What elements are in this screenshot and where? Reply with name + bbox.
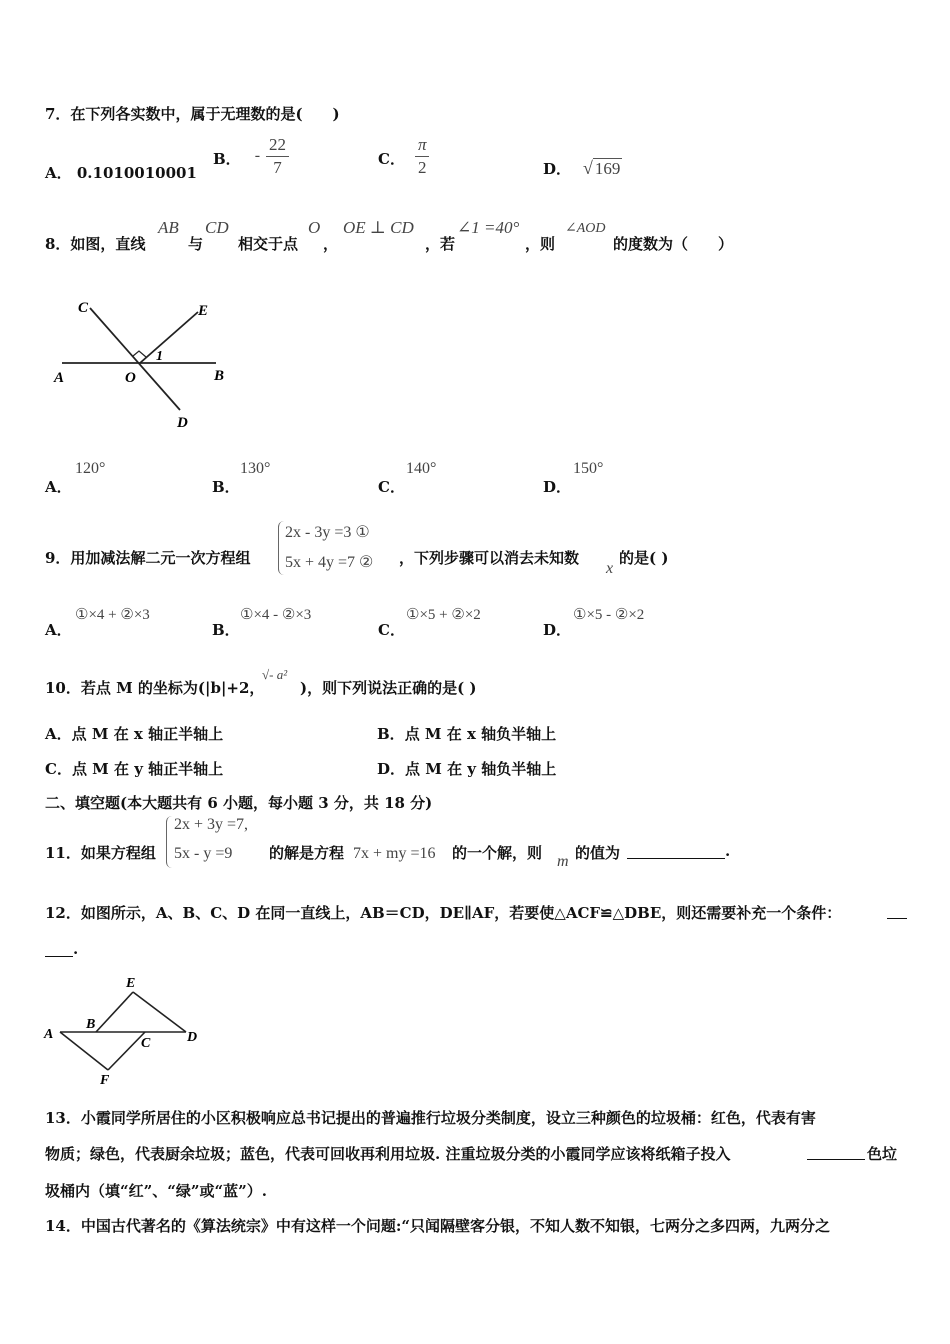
q10-option-a: A．点 M 在 x 轴正半轴上 — [45, 725, 224, 743]
q7-option-a — [45, 162, 197, 183]
label-d: D — [187, 1030, 198, 1045]
q13-line3: 圾桶内（填“红”、“绿”或“蓝”）. — [45, 1182, 267, 1200]
label-angle-1: 1 — [156, 349, 163, 364]
q11-eq1: 2x + 3y =7, — [174, 816, 249, 833]
radicand: 169 — [594, 159, 621, 178]
q11-var: m — [557, 853, 569, 870]
fraction: $\frac{22}{7}$ — [266, 136, 289, 177]
q12-end: . — [73, 940, 79, 958]
label-o: O — [125, 370, 136, 386]
label-c: C — [78, 300, 89, 316]
q10-option-b: B．点 M 在 x 轴负半轴上 — [377, 725, 557, 743]
label-e: E — [126, 976, 136, 991]
q9-eq2: 5x + 4y =7 ② — [285, 554, 374, 571]
label-b: B — [214, 368, 225, 384]
q11-end: . — [725, 842, 731, 860]
q10-radical: √- a² — [262, 667, 288, 682]
option-label: D． — [543, 160, 572, 178]
q10-tail: )，则下列说法正确的是( ) — [300, 679, 477, 697]
q8-options: A． 120° B． 130° C． 140° D． 150° — [45, 460, 604, 496]
q10-option-d: D．点 M 在 y 轴负半轴上 — [377, 760, 557, 778]
label-b: B — [86, 1017, 96, 1032]
label-a: A — [44, 1027, 54, 1042]
q13-line1: 13．小霞同学所居住的小区积极响应总书记提出的普遍推行垃圾分类制度，设立三种颜色的垃圾桶：红色，代表有害 — [45, 1109, 816, 1127]
option-label: A． — [45, 164, 72, 182]
label-f: F — [100, 1073, 110, 1088]
q11-answer-blank[interactable] — [627, 842, 730, 860]
q7-option-d — [543, 158, 622, 179]
q14-line1: 14．中国古代著名的《算法统宗》中有这样一个问题:“只闻隔壁客分银，不知人数不知银，七两分之多四两，九两分之 — [45, 1217, 831, 1235]
q13-line2b: 色垃 — [867, 1145, 898, 1163]
q10-stem: 10．若点 M 的坐标为(|b|+2， — [45, 679, 265, 697]
q13-line2a: 物质；绿色，代表厨余垃圾；蓝色，代表可回收再利用垃圾. 注重垃圾分类的小霞同学应该将纸箱子投入 — [45, 1145, 731, 1163]
right-angle-mark — [133, 351, 146, 357]
label-a: A — [54, 370, 65, 386]
line-cd — [90, 308, 180, 410]
q9-eq1: 2x - 3y =3 ① — [285, 524, 370, 541]
q9-stem: 9．用加减法解二元一次方程组 — [45, 549, 251, 567]
q11-stem: 11．如果方程组 — [45, 844, 156, 862]
q13-answer-blank[interactable] — [807, 1143, 865, 1160]
q10-option-c: C．点 M 在 y 轴正半轴上 — [45, 760, 224, 778]
segment-ed — [133, 992, 186, 1032]
section-heading: 二、填空题(本大题共有 6 小题，每小题 3 分，共 18 分) — [45, 794, 433, 812]
label-d: D — [177, 415, 188, 431]
q11-eq2: 5x - y =9 — [174, 845, 233, 862]
minus-sign: - — [254, 147, 261, 165]
q7-option-b — [213, 136, 289, 177]
q7-option-c — [378, 136, 429, 177]
q11-eq3: 7x + my =16 — [353, 845, 436, 862]
q12-figure — [40, 970, 210, 1090]
q11-mid2: 的一个解，则 — [452, 844, 543, 862]
label-c: C — [141, 1036, 151, 1051]
q12-answer-blank-line1[interactable] — [887, 900, 907, 919]
option-label: B． — [213, 149, 241, 168]
radical-sign: √ — [583, 158, 593, 178]
q7-stem: 7．在下列各实数中，属于无理数的是( ) — [45, 105, 340, 123]
fraction: $\frac{\pi}{2}$ — [415, 136, 430, 177]
q11-brace — [166, 816, 173, 868]
segment-fc — [108, 1032, 145, 1070]
option-label: C． — [378, 149, 405, 168]
q9-options: A． ①×4 + ②×3 B． ①×4 - ②×3 C． ①×5 + ②×2 D． ①×5 - ②×2 — [45, 607, 645, 639]
q9-tail1: ，下列步骤可以消去未知数 — [399, 549, 580, 567]
q9-var: x — [606, 560, 614, 577]
ray-oe — [140, 312, 198, 363]
option-value: 0.1010010001 — [76, 164, 197, 182]
q9-tail2: 的是( ) — [619, 549, 669, 567]
q11-mid: 的解是方程 — [269, 844, 345, 862]
segment-af — [60, 1032, 108, 1070]
q12-stem: 12．如图所示，A、B、C、D 在同一直线上，AB＝CD，DE∥AF，若要使△ACF≌△DBE，则还需要补充一个条件： — [45, 904, 842, 922]
q9-brace — [278, 521, 285, 575]
q11-tail: 的值为 — [575, 844, 621, 862]
segment-be — [96, 992, 133, 1032]
q8-figure — [40, 290, 240, 435]
q12-answer-blank-line2[interactable] — [45, 940, 78, 958]
label-e: E — [198, 303, 209, 319]
